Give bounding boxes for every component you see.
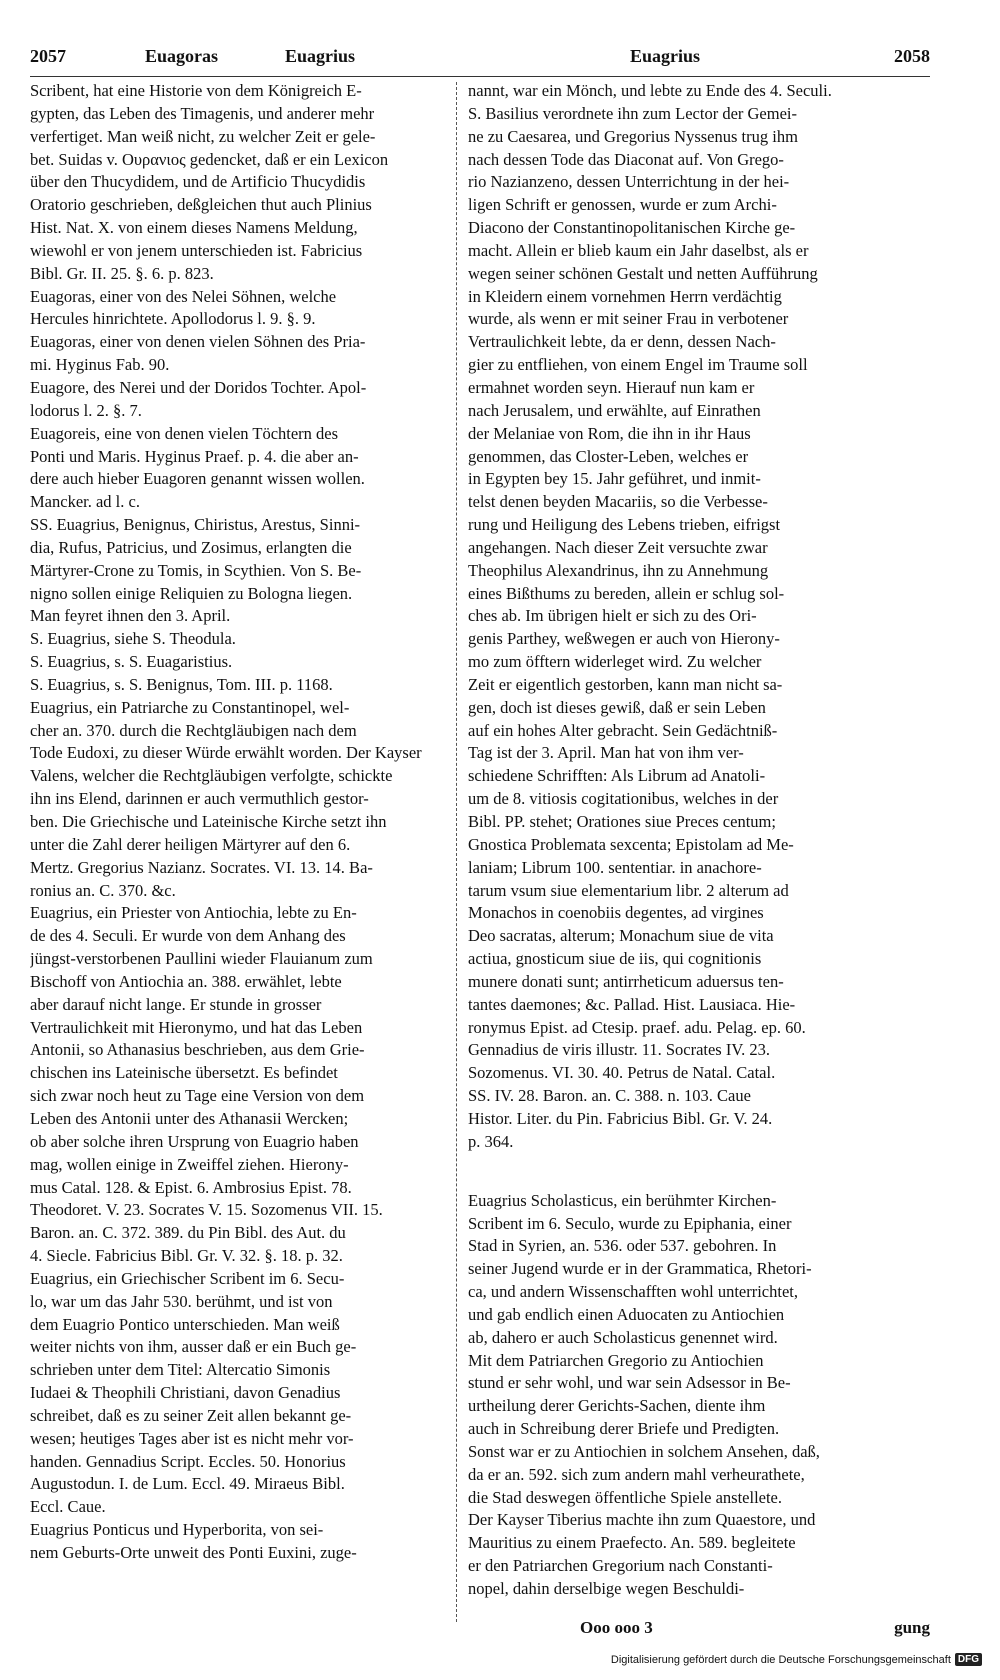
text-line: Theophilus Alexandrinus, ihn zu Annehmung [468,560,769,580]
text-line: dere auch hieber Euagoren genannt wissen wollen. [30,469,365,489]
text-line: gen, doch ist dieses gewiß, daß er sein Leben [468,697,766,717]
text-line: die Stad deswegen öffentliche Spiele anstellete. [468,1487,783,1507]
text-line: der Melaniae von Rom, die ihn in ihr Haus [468,423,751,443]
text-line: Diacono der Constantinopolitanischen Kirche ge- [468,218,796,238]
header-keyword-left-1: Euagoras [145,46,219,66]
page-number-left: 2057 [30,46,66,66]
text-line: S. Euagrius, s. S. Benignus, Tom. III. p. 1168. [30,674,333,694]
text-line: wurde, als wenn er mit seiner Frau in verbotener [468,309,789,329]
text-line: stund er sehr wohl, und war sein Adsessor in Be- [468,1373,791,1393]
text-line: Scribent, hat eine Historie von dem Königreich E- [30,81,362,100]
text-line: Vertraulichkeit mit Hieronymo, und hat das Leben [30,1017,363,1037]
text-line: laniam; Librum 100. sententiar. in anachore- [468,857,762,877]
text-line: angehangen. Nach dieser Zeit versuchte zwar [468,537,768,557]
text-line: Leben des Antonii unter des Athanasii Wercken; [30,1108,349,1128]
text-line: Sozomenus. VI. 30. 40. Petrus de Natal. Catal. [468,1063,776,1083]
text-line: über den Thucydidem, und de Artificio Thucydidis [30,172,366,192]
text-line: telst denen beyden Macariis, so die Verbesse- [468,492,768,512]
text-line: aber darauf nicht lange. Er stunde in grosser [30,994,322,1014]
text-line: Bibl. Gr. II. 25. §. 6. p. 823. [30,263,214,283]
text-line: 4. Siecle. Fabricius Bibl. Gr. V. 32. §. 18. p. 32. [30,1246,343,1266]
text-line: Monachos in coenobiis degentes, ad virgines [468,903,764,923]
text-line: urtheilung derer Gerichts-Sachen, diente ihm [468,1396,766,1416]
signature-mark: Ooo ooo 3 [580,1618,653,1637]
text-line: Hercules hinrichtete. Apollodorus l. 9. §. 9. [30,309,316,329]
text-line: schrieben unter dem Titel: Altercatio Simonis [30,1360,331,1380]
header-rule [30,76,930,77]
text-line: schiedene Schrifften: Als Librum ad Anatoli- [468,766,766,786]
text-line: in Kleidern einem vornehmen Herrn verdächtig [468,286,782,306]
text-line: Märtyrer-Crone zu Tomis, in Scythien. Von S. Be- [30,560,362,580]
text-line: ben. Die Griechische und Lateinische Kirche setzt ihn [30,812,387,831]
text-line: mi. Hyginus Fab. 90. [30,355,170,375]
text-line: genommen, das Closter-Leben, welches er [468,446,749,466]
text-line: Der Kayser Tiberius machte ihn zum Quaestore, und [468,1510,816,1530]
text-line: mo zum öfftern widerleget wird. Zu welcher [468,652,762,672]
text-line: nach dessen Tode das Diaconat auf. Von Grego- [468,149,784,169]
text-line: Bibl. PP. stehet; Orationes siue Preces centum; [468,812,776,831]
text-line: munere donati sunt; antirrheticum aduersus ten- [468,971,784,991]
text-line: nopel, dahin derselbige wegen Beschuldi- [468,1579,745,1598]
text-line: de des 4. Seculi. Er wurde von dem Anhang des [30,926,346,946]
text-line: er den Patriarchen Gregorium nach Constanti- [468,1556,773,1576]
text-line: rung und Heiligung des Lebens trieben, eifrigst [468,515,781,535]
text-line: Baron. an. C. 372. 389. du Pin Bibl. des Aut. du [30,1223,346,1243]
text-line: in Egypten bey 15. Jahr geführet, und inmit- [468,469,761,489]
header-keyword-right: Euagrius [630,46,701,66]
text-line: Mauritius zu einem Praefecto. An. 589. begleitete [468,1533,796,1553]
text-line: macht. Allein er blieb kaum ein Jahr daselbst, als er [468,240,809,260]
text-line: jüngst-verstorbenen Paullini wieder Flauianum zum [30,949,373,969]
text-line: handen. Gennadius Script. Eccles. 50. Honorius [30,1451,346,1471]
text-line: Gnostica Problemata sexcenta; Epistolam ad Me- [468,834,794,854]
text-line: Euagore, des Nerei und der Doridos Tochter. Apol- [30,377,367,397]
text-line: Deo sacratas, alterum; Monachum siue de vita [468,926,774,946]
text-line: ihn ins Elend, darinnen er auch vermuthlich gestor- [30,789,369,809]
text-line: seiner Jugend wurde er in der Grammatica, Rhetori- [468,1259,812,1279]
header-keyword-left-2: Euagrius [285,46,356,66]
text-line: Euagoras, einer von denen vielen Söhnen des Pria- [30,332,366,352]
right-column-scholasticus-entry [468,1190,922,1601]
text-line: Man feyret ihnen den 3. April. [30,606,231,626]
text-line: Scribent im 6. Seculo, wurde zu Epiphania, einer [468,1213,792,1233]
text-line: ca, und andern Wissenschafften wohl unterrichtet, [468,1282,798,1302]
footer-text: Digitalisierung gefördert durch die Deutsche Forschungsgemeinschaft [610,1653,951,1666]
left-column [30,80,448,1565]
text-line: nigno sollen einige Reliquien zu Bologna liegen. [30,583,353,603]
text-line: Tag ist der 3. April. Man hat von ihm ver- [468,743,744,763]
text-line: S. Euagrius, siehe S. Theodula. [30,629,236,649]
text-line: Sonst war er zu Antiochien in solchem Ansehen, daß, [468,1441,820,1461]
text-line: Theodoret. V. 23. Socrates V. 15. Sozomenus VII. 15. [30,1200,383,1220]
running-header [30,40,930,76]
text-line: Augustodun. I. de Lum. Eccl. 49. Miraeus Bibl. [30,1474,345,1494]
text-line: Euagrius, ein Patriarche zu Constantinopel, wel- [30,697,350,717]
text-line: Tode Eudoxi, zu dieser Würde erwählt worden. Der Kayser [30,743,422,763]
text-line: Gennadius de viris illustr. 11. Socrates IV. 23. [468,1040,771,1060]
text-line: lo, war um das Jahr 530. berühmt, und ist von [30,1291,333,1311]
text-line: Ponti und Maris. Hyginus Praef. p. 4. die aber an- [30,446,359,466]
text-line: Euagrius, ein Priester von Antiochia, lebte zu En- [30,903,357,923]
text-line: Vertraulichkeit lebte, da er denn, dessen Nach- [468,332,776,352]
text-line: Euagrius Ponticus und Hyperborita, von sei- [30,1520,324,1540]
right-column-entries [468,80,922,1154]
text-line: nannt, war ein Mönch, und lebte zu Ende des 4. Seculi. [468,81,832,100]
text-line: Euagrius Scholasticus, ein berühmter Kirchen- [468,1190,777,1210]
text-line: cher an. 370. durch die Rechtgläubigen nach dem [30,720,357,740]
text-line: eines Bißthums zu bereden, allein er schlug sol- [468,583,785,603]
text-line: Mertz. Gregorius Nazianz. Socrates. VI. 13. 14. Ba- [30,857,373,877]
text-line: SS. IV. 28. Baron. an. C. 388. n. 103. Caue [468,1086,751,1106]
text-line: tarum vsum siue elementarium libr. 2 alterum ad [468,880,789,900]
text-line: Iudaei & Theophili Christiani, davon Genadius [30,1383,341,1403]
text-line: tantes daemones; &c. Pallad. Hist. Lausiaca. Hie- [468,994,796,1014]
text-line: ronymus Epist. ad Ctesip. praef. adu. Pelag. ep. 60. [468,1017,806,1037]
text-line: Zeit er eigentlich gestorben, kann man nicht sa- [468,674,783,694]
text-line: bet. Suidas v. Ουρανιος gedencket, daß er ein Lexicon [30,149,389,169]
text-line: Antonii, so Athanasius beschrieben, aus dem Grie- [30,1040,365,1060]
text-line: Histor. Liter. du Pin. Fabricius Bibl. Gr. V. 24. [468,1108,773,1128]
text-line: rio Nazianzeno, dessen Unterrichtung in der hei- [468,172,790,192]
text-line: ermahnet worden seyn. Hierauf nun kam er [468,377,755,397]
text-line: nach Jerusalem, und erwählte, auf Einrathen [468,400,761,420]
dfg-logo: DFG [955,1653,982,1666]
right-column [468,80,922,1601]
text-line: auch in Schreibung derer Briefe und Predigten. [468,1419,780,1439]
text-line: um de 8. vitiosis cogitationibus, welches in der [468,789,779,809]
text-line: Euagoras, einer von des Nelei Söhnen, welche [30,286,337,306]
text-line: chischen ins Lateinische übersetzt. Es befindet [30,1063,338,1083]
text-line: schreibet, daß es zu seiner Zeit allen bekannt ge- [30,1405,352,1425]
text-line: S. Basilius verordnete ihn zum Lector der Gemei- [468,103,797,123]
text-line: mag, wollen einige in Zweiffel ziehen. Hierony- [30,1154,349,1174]
text-line: unter die Zahl derer heiligen Märtyrer auf den 6. [30,834,351,854]
text-line: Eccl. Caue. [30,1497,106,1517]
text-line: gypten, das Leben des Timagenis, und anderer mehr [30,103,375,123]
text-line: wegen seiner schönen Gestalt und netten Aufführung [468,263,818,283]
text-line: und gab endlich einen Aduocaten zu Antiochien [468,1304,785,1324]
text-line: verfertiget. Man weiß nicht, zu welcher Zeit er gele- [30,126,376,146]
text-line: weiter nichts von ihm, ausser daß er ein Buch ge- [30,1337,357,1357]
text-line: Bischoff von Antiochia an. 388. erwählet, lebte [30,971,342,991]
text-line: Euagrius, ein Griechischer Scribent im 6. Secu- [30,1268,345,1288]
text-line: mus Catal. 128. & Epist. 6. Ambrosius Epist. 78. [30,1177,352,1197]
text-line: Valens, welcher die Rechtgläubigen verfolgte, schickte [30,766,393,786]
text-line: ches ab. Im übrigen hielt er sich zu des Ori- [468,606,757,626]
text-line: p. 364. [468,1131,514,1151]
text-line: genis Parthey, weßwegen er auch von Hierony- [468,629,780,649]
digitization-footer [611,1653,982,1666]
text-line: ne zu Caesarea, und Gregorius Nyssenus trug ihm [468,126,798,146]
text-line: nem Geburts-Orte unweit des Ponti Euxini, zuge- [30,1543,357,1562]
text-line: da er an. 592. sich zum andern mahl verheurathete, [468,1464,805,1484]
text-line: Oratorio geschrieben, deßgleichen thut auch Plinius [30,195,372,215]
text-line: ligen Schrift er genossen, wurde er zum Archi- [468,195,777,215]
text-line: auf ein hohes Alter gebracht. Sein Gedächtniß- [468,720,778,740]
text-line: Hist. Nat. X. von einem dieses Namens Meldung, [30,218,358,238]
entry-gap [468,1154,922,1190]
text-line: Mancker. ad l. c. [30,492,140,512]
text-line: wiewohl er von jenem unterschieden ist. Fabricius [30,240,363,260]
text-line: wesen; heutiges Tages aber ist es nicht mehr vor- [30,1428,354,1448]
catchword: gung [894,1618,930,1637]
text-line: actiua, gnosticum siue de iis, qui cognitionis [468,949,762,969]
text-line: ob aber solche ihren Ursprung von Euagrio haben [30,1131,359,1151]
text-line: SS. Euagrius, Benignus, Chiristus, Arestus, Sinni- [30,515,361,535]
text-line: Stad in Syrien, an. 536. oder 537. gebohren. In [468,1236,777,1256]
column-divider [456,82,458,1622]
text-line: dia, Rufus, Patricius, und Zosimus, erlangten die [30,537,352,557]
text-line: S. Euagrius, s. S. Euagaristius. [30,652,233,672]
text-line: gier zu entfliehen, von einem Engel im Traume soll [468,355,808,375]
page-number-right: 2058 [894,46,930,66]
text-line: sich zwar noch heut zu Tage eine Version von dem [30,1086,365,1106]
text-line: Mit dem Patriarchen Gregorio zu Antiochien [468,1350,764,1370]
text-line: lodorus l. 2. §. 7. [30,400,142,420]
text-line: ronius an. C. 370. &c. [30,880,176,900]
text-line: dem Euagrio Pontico unterschieden. Man weiß [30,1314,340,1334]
text-line: ab, dahero er auch Scholasticus genennet wird. [468,1327,778,1347]
text-line: Euagoreis, eine von denen vielen Töchtern des [30,423,339,443]
